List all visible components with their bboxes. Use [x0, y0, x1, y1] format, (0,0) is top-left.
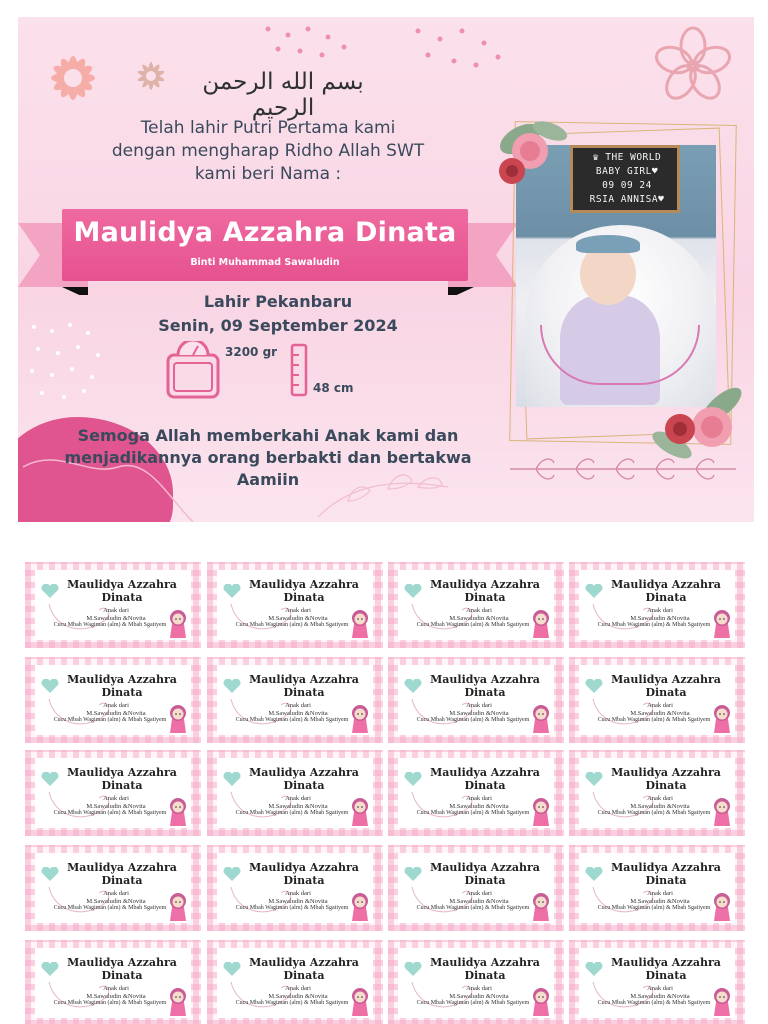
sticker-grandparents: Cucu Mbah Wagiman (alm) & Mbah Sgatiyem — [235, 1000, 349, 1006]
baby-length: 48 cm — [313, 381, 354, 395]
sticker-name-line: Maulidya Azzahra — [67, 673, 177, 686]
name-sticker — [388, 657, 564, 743]
sticker-name-line: Dinata — [464, 874, 506, 887]
sticker-parents: M.Sawaludin &Novita — [268, 802, 328, 810]
sticker-name-line: Dinata — [645, 969, 687, 982]
sticker-name — [412, 578, 558, 604]
birth-date: Senin, 09 September 2024 — [158, 316, 398, 335]
sticker-label-area — [579, 570, 735, 640]
sticker-name-line: Dinata — [101, 779, 143, 792]
sticker-name-line: Dinata — [101, 874, 143, 887]
letter-board-line: 09 09 24 — [602, 180, 652, 191]
letter-board-line: RSIA ANNISA♥ — [589, 194, 665, 205]
sticker-parents: M.Sawaludin &Novita — [449, 992, 509, 1000]
sticker-parents: M.Sawaludin &Novita — [86, 614, 146, 622]
sticker-grandparents: Cucu Mbah Wagiman (alm) & Mbah Sgatiyem — [597, 905, 711, 911]
hijab-girl-icon — [167, 986, 189, 1018]
sticker-name-line: Maulidya Azzahra — [611, 766, 721, 779]
sticker-name — [593, 861, 739, 887]
sticker-child-of: Anak dari — [466, 702, 492, 709]
sticker-name — [49, 861, 195, 887]
name-sticker — [569, 750, 745, 836]
sticker-child-of: Anak dari — [466, 890, 492, 897]
sticker-label-area — [35, 758, 191, 828]
hijab-girl-icon — [530, 703, 552, 735]
intro-line: Telah lahir Putri Pertama kami — [140, 118, 396, 138]
sticker-label-area — [579, 948, 735, 1018]
sticker-grandparents: Cucu Mbah Wagiman (alm) & Mbah Sgatiyem — [597, 810, 711, 816]
name-sticker — [207, 562, 383, 648]
sticker-parents: M.Sawaludin &Novita — [630, 802, 690, 810]
sticker-name — [593, 673, 739, 699]
sticker-label-area — [579, 758, 735, 828]
basmala-calligraphy: بسم الله الرحمن الرحيم — [202, 69, 364, 121]
name-sticker — [569, 940, 745, 1024]
letter-board-line: BABY GIRL♥ — [595, 166, 659, 177]
sticker-grandparents: Cucu Mbah Wagiman (alm) & Mbah Sgatiyem — [235, 905, 349, 911]
blessing-line: menjadikannya orang berbakti dan bertakwa — [64, 448, 472, 467]
name-sticker — [388, 940, 564, 1024]
sticker-label-area — [217, 758, 373, 828]
sticker-name — [231, 956, 377, 982]
sticker-name-line: Maulidya Azzahra — [249, 956, 359, 969]
hijab-girl-icon — [167, 703, 189, 735]
sticker-name-line: Maulidya Azzahra — [67, 861, 177, 874]
sticker-name — [593, 956, 739, 982]
hijab-girl-icon — [167, 891, 189, 923]
sticker-label-area — [35, 570, 191, 640]
name-sticker — [25, 750, 201, 836]
baby-name: Maulidya Azzahra Dinata — [73, 217, 457, 248]
sticker-label-area — [217, 665, 373, 735]
name-sticker — [25, 562, 201, 648]
sticker-parents: M.Sawaludin &Novita — [86, 709, 146, 717]
sticker-name-line: Maulidya Azzahra — [611, 578, 721, 591]
hijab-girl-icon — [711, 703, 733, 735]
letter-board — [570, 145, 680, 213]
hijab-girl-icon — [711, 986, 733, 1018]
sticker-child-of: Anak dari — [103, 795, 129, 802]
sticker-parents: M.Sawaludin &Novita — [268, 992, 328, 1000]
sticker-name-line: Dinata — [645, 591, 687, 604]
intro-line: kami beri Nama : — [194, 164, 342, 184]
sticker-name-line: Dinata — [645, 779, 687, 792]
hijab-girl-icon — [349, 608, 371, 640]
sticker-name-line: Dinata — [283, 686, 325, 699]
name-sticker — [207, 940, 383, 1024]
sticker-grandparents: Cucu Mbah Wagiman (alm) & Mbah Sgatiyem — [235, 717, 349, 723]
sticker-name-line: Dinata — [464, 969, 506, 982]
sticker-name-line: Maulidya Azzahra — [430, 861, 540, 874]
sticker-name — [49, 673, 195, 699]
sticker-parents: M.Sawaludin &Novita — [268, 709, 328, 717]
sticker-child-of: Anak dari — [466, 607, 492, 614]
headband — [576, 235, 640, 253]
sticker-name — [593, 578, 739, 604]
sticker-parents: M.Sawaludin &Novita — [449, 614, 509, 622]
blessing-line: Aamiin — [236, 470, 300, 489]
sticker-name-line: Dinata — [101, 686, 143, 699]
name-sticker — [388, 845, 564, 931]
hijab-girl-icon — [349, 796, 371, 828]
sticker-label-area — [398, 853, 554, 923]
sticker-sheet — [25, 562, 747, 1024]
birth-place: Lahir Pekanbaru — [203, 292, 353, 311]
sticker-parents: M.Sawaludin &Novita — [268, 614, 328, 622]
name-sticker — [569, 845, 745, 931]
name-ribbon — [18, 197, 518, 307]
sticker-name-line: Dinata — [283, 874, 325, 887]
sticker-grandparents: Cucu Mbah Wagiman (alm) & Mbah Sgatiyem — [53, 717, 167, 723]
sticker-name — [49, 766, 195, 792]
name-sticker — [25, 940, 201, 1024]
sticker-grandparents: Cucu Mbah Wagiman (alm) & Mbah Sgatiyem — [235, 622, 349, 628]
sticker-name-line: Maulidya Azzahra — [611, 673, 721, 686]
baby-weight: 3200 gr — [225, 345, 278, 359]
sticker-child-of: Anak dari — [647, 890, 673, 897]
sticker-name — [231, 673, 377, 699]
sticker-name — [231, 578, 377, 604]
sticker-name — [412, 956, 558, 982]
sticker-parents: M.Sawaludin &Novita — [630, 992, 690, 1000]
sticker-label-area — [398, 570, 554, 640]
sticker-name-line: Maulidya Azzahra — [430, 673, 540, 686]
name-sticker — [388, 750, 564, 836]
sticker-child-of: Anak dari — [285, 702, 311, 709]
sticker-parents: M.Sawaludin &Novita — [449, 802, 509, 810]
sticker-grandparents: Cucu Mbah Wagiman (alm) & Mbah Sgatiyem — [235, 810, 349, 816]
sticker-label-area — [35, 853, 191, 923]
sticker-name-line: Maulidya Azzahra — [67, 956, 177, 969]
sticker-name — [412, 861, 558, 887]
hijab-girl-icon — [349, 986, 371, 1018]
sticker-child-of: Anak dari — [647, 985, 673, 992]
sticker-grandparents: Cucu Mbah Wagiman (alm) & Mbah Sgatiyem — [53, 622, 167, 628]
sticker-child-of: Anak dari — [103, 607, 129, 614]
sticker-parents: M.Sawaludin &Novita — [86, 992, 146, 1000]
name-sticker — [207, 750, 383, 836]
sticker-grandparents: Cucu Mbah Wagiman (alm) & Mbah Sgatiyem — [416, 1000, 530, 1006]
sticker-label-area — [398, 665, 554, 735]
name-sticker — [569, 657, 745, 743]
sticker-grandparents: Cucu Mbah Wagiman (alm) & Mbah Sgatiyem — [53, 810, 167, 816]
sticker-parents: M.Sawaludin &Novita — [86, 897, 146, 905]
sticker-name-line: Maulidya Azzahra — [430, 956, 540, 969]
sticker-name-line: Dinata — [283, 591, 325, 604]
sticker-name-line: Dinata — [645, 686, 687, 699]
intro-text — [58, 117, 478, 186]
sticker-name — [231, 861, 377, 887]
sticker-parents: M.Sawaludin &Novita — [630, 614, 690, 622]
sticker-name-line: Dinata — [101, 591, 143, 604]
name-sticker — [569, 562, 745, 648]
sticker-name — [593, 766, 739, 792]
sticker-parents: M.Sawaludin &Novita — [449, 897, 509, 905]
sticker-child-of: Anak dari — [647, 795, 673, 802]
sticker-label-area — [35, 665, 191, 735]
sticker-grandparents: Cucu Mbah Wagiman (alm) & Mbah Sgatiyem — [416, 717, 530, 723]
sticker-name-line: Dinata — [464, 591, 506, 604]
sticker-label-area — [35, 948, 191, 1018]
sticker-label-area — [217, 570, 373, 640]
sticker-label-area — [579, 665, 735, 735]
rose-bouquet-bottom — [642, 375, 752, 471]
flower-icon — [126, 51, 176, 101]
sticker-grandparents: Cucu Mbah Wagiman (alm) & Mbah Sgatiyem — [597, 717, 711, 723]
hijab-girl-icon — [711, 891, 733, 923]
weighing-scale-icon — [166, 341, 220, 399]
hijab-girl-icon — [349, 891, 371, 923]
hijab-girl-icon — [167, 796, 189, 828]
ruler-icon — [290, 343, 310, 397]
sticker-name-line: Maulidya Azzahra — [249, 861, 359, 874]
sticker-name-line: Maulidya Azzahra — [249, 673, 359, 686]
sticker-parents: M.Sawaludin &Novita — [449, 709, 509, 717]
sticker-grandparents: Cucu Mbah Wagiman (alm) & Mbah Sgatiyem — [597, 1000, 711, 1006]
birth-announcement-card — [18, 17, 754, 522]
flower-outline-icon — [648, 21, 738, 111]
rose-bouquet-top — [490, 109, 586, 205]
sticker-name — [412, 673, 558, 699]
sticker-name-line: Dinata — [283, 969, 325, 982]
sticker-child-of: Anak dari — [647, 702, 673, 709]
sticker-child-of: Anak dari — [103, 702, 129, 709]
name-sticker — [388, 562, 564, 648]
sticker-name-line: Dinata — [283, 779, 325, 792]
letter-board-line: ♛ THE WORLD — [592, 152, 662, 163]
sticker-label-area — [398, 948, 554, 1018]
intro-line: dengan mengharap Ridho Allah SWT — [111, 141, 425, 161]
sticker-grandparents: Cucu Mbah Wagiman (alm) & Mbah Sgatiyem — [416, 905, 530, 911]
sticker-name-line: Dinata — [101, 969, 143, 982]
sticker-child-of: Anak dari — [285, 795, 311, 802]
hijab-girl-icon — [167, 608, 189, 640]
hijab-girl-icon — [349, 703, 371, 735]
sticker-child-of: Anak dari — [466, 795, 492, 802]
sticker-grandparents: Cucu Mbah Wagiman (alm) & Mbah Sgatiyem — [53, 1000, 167, 1006]
sticker-name-line: Maulidya Azzahra — [249, 578, 359, 591]
sticker-name-line: Maulidya Azzahra — [67, 766, 177, 779]
hijab-girl-icon — [530, 891, 552, 923]
sticker-child-of: Anak dari — [466, 985, 492, 992]
sticker-name — [231, 766, 377, 792]
sticker-name-line: Maulidya Azzahra — [249, 766, 359, 779]
name-sticker — [25, 657, 201, 743]
hijab-girl-icon — [711, 796, 733, 828]
sticker-grandparents: Cucu Mbah Wagiman (alm) & Mbah Sgatiyem — [597, 622, 711, 628]
sticker-grandparents: Cucu Mbah Wagiman (alm) & Mbah Sgatiyem — [416, 810, 530, 816]
sticker-child-of: Anak dari — [103, 985, 129, 992]
sticker-name-line: Maulidya Azzahra — [611, 956, 721, 969]
sticker-child-of: Anak dari — [285, 607, 311, 614]
sticker-name-line: Maulidya Azzahra — [430, 578, 540, 591]
blessing-line: Semoga Allah memberkahi Anak kami dan — [77, 426, 459, 445]
sticker-name — [412, 766, 558, 792]
hijab-girl-icon — [530, 608, 552, 640]
name-sticker — [207, 657, 383, 743]
hijab-girl-icon — [711, 608, 733, 640]
sticker-grandparents: Cucu Mbah Wagiman (alm) & Mbah Sgatiyem — [416, 622, 530, 628]
sticker-name-line: Maulidya Azzahra — [67, 578, 177, 591]
sticker-name — [49, 956, 195, 982]
sticker-name — [49, 578, 195, 604]
baby-subtitle: Binti Muhammad Sawaludin — [190, 257, 340, 268]
name-sticker — [207, 845, 383, 931]
sticker-parents: M.Sawaludin &Novita — [630, 897, 690, 905]
sticker-label-area — [398, 758, 554, 828]
sticker-child-of: Anak dari — [647, 607, 673, 614]
sticker-parents: M.Sawaludin &Novita — [268, 897, 328, 905]
sticker-child-of: Anak dari — [285, 985, 311, 992]
sticker-label-area — [579, 853, 735, 923]
sticker-parents: M.Sawaludin &Novita — [630, 709, 690, 717]
sticker-name-line: Dinata — [464, 779, 506, 792]
sticker-name-line: Dinata — [464, 686, 506, 699]
sticker-name-line: Maulidya Azzahra — [430, 766, 540, 779]
sticker-name-line: Dinata — [645, 874, 687, 887]
sticker-name-line: Maulidya Azzahra — [611, 861, 721, 874]
blessing-text — [28, 425, 508, 491]
name-sticker — [25, 845, 201, 931]
sticker-child-of: Anak dari — [285, 890, 311, 897]
sticker-label-area — [217, 853, 373, 923]
sticker-parents: M.Sawaludin &Novita — [86, 802, 146, 810]
sticker-child-of: Anak dari — [103, 890, 129, 897]
sticker-grandparents: Cucu Mbah Wagiman (alm) & Mbah Sgatiyem — [53, 905, 167, 911]
sticker-label-area — [217, 948, 373, 1018]
hijab-girl-icon — [530, 796, 552, 828]
flower-icon — [32, 37, 114, 119]
hijab-girl-icon — [530, 986, 552, 1018]
